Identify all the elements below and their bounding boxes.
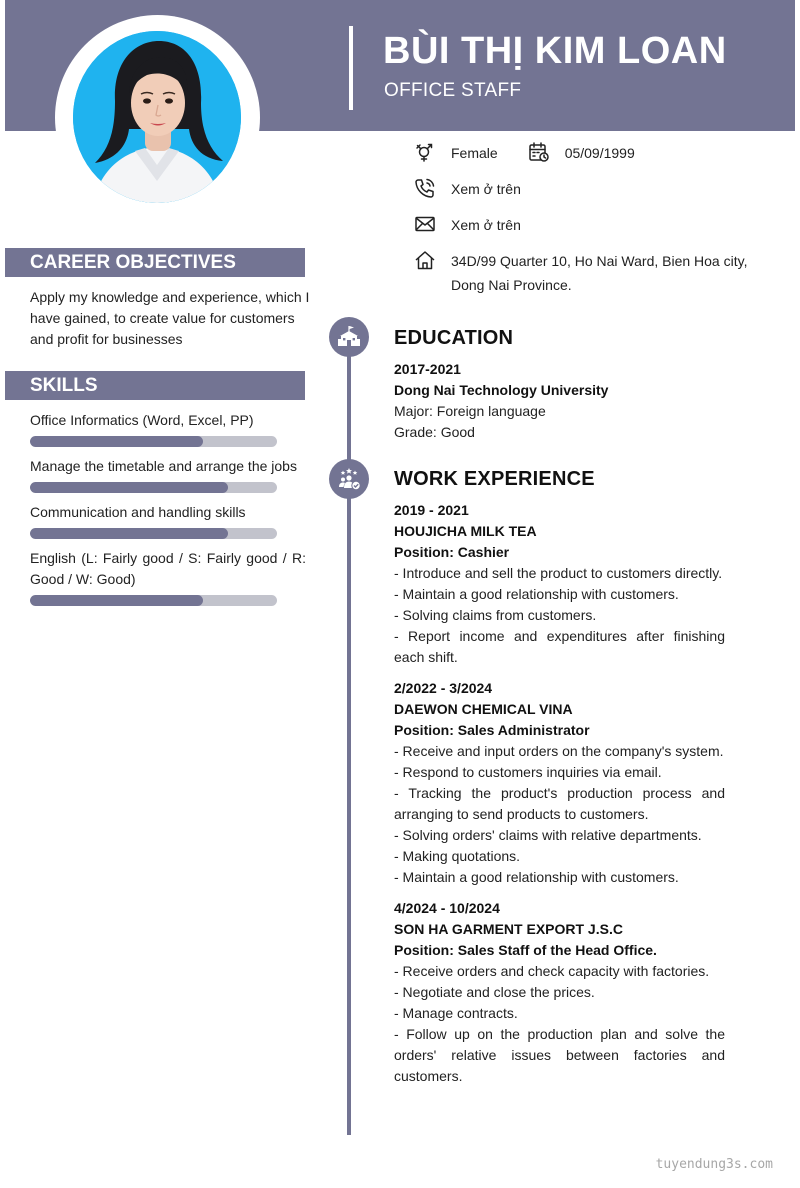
calendar-icon — [528, 141, 550, 163]
contact-row-phone — [414, 177, 521, 201]
contact-row-address — [414, 249, 751, 297]
contact-row-email — [414, 213, 521, 237]
skill-label: Office Informatics (Word, Excel, PP) — [30, 412, 254, 428]
job-duty: - Follow up on the production plan and solve the orders' relative issues between factories and customers. — [394, 1026, 725, 1084]
job-duty: - Respond to customers inquiries via email. — [394, 764, 662, 780]
skill-bar-fill — [30, 595, 203, 606]
gender-value: Female — [451, 145, 498, 161]
education-grade: Grade: Good — [394, 424, 475, 440]
job-duty: - Manage contracts. — [394, 1005, 518, 1021]
job-duty: - Receive orders and check capacity with factories. — [394, 963, 710, 979]
job-position: Position: Sales Administrator — [394, 722, 590, 738]
skill-bar-fill — [30, 528, 228, 539]
job-period: 4/2024 - 10/2024 — [394, 900, 500, 916]
phone-icon — [414, 177, 436, 199]
team-rating-icon — [329, 459, 369, 499]
skill-bar-track — [30, 482, 277, 493]
job-duty: - Solving orders' claims with relative departments. — [394, 827, 702, 843]
education-block — [394, 359, 725, 443]
school-icon — [329, 317, 369, 357]
dob-value: 05/09/1999 — [564, 145, 635, 161]
email-value: Xem ở trên — [451, 217, 521, 233]
education-heading: EDUCATION — [394, 327, 514, 349]
job-duty: - Introduce and sell the product to customers directly. — [394, 565, 723, 581]
candidate-name: BÙI THỊ KIM LOAN — [383, 30, 727, 72]
job-company: SON HA GARMENT EXPORT J.S.C — [394, 921, 623, 937]
job-duty: - Maintain a good relationship with customers. — [394, 869, 679, 885]
job-title: OFFICE STAFF — [384, 80, 522, 101]
job-duty: - Maintain a good relationship with customers. — [394, 586, 679, 602]
job-duty: - Receive and input orders on the company's system. — [394, 743, 724, 759]
skill-item — [30, 502, 306, 539]
job-entry — [394, 678, 725, 888]
name-divider — [349, 26, 353, 110]
skill-label: Communication and handling skills — [30, 504, 246, 520]
skill-bar-fill — [30, 436, 203, 447]
education-period: 2017-2021 — [394, 361, 461, 377]
skill-label: Manage the timetable and arrange the jobs — [30, 458, 297, 474]
skill-item — [30, 410, 306, 447]
home-icon — [414, 249, 436, 271]
skill-bar-track — [30, 528, 277, 539]
address-value: 34D/99 Quarter 10, Ho Nai Ward, Bien Hoa city, Dong Nai Province. — [451, 253, 748, 293]
job-entry — [394, 898, 725, 1087]
career-objectives-heading: CAREER OBJECTIVES — [5, 248, 305, 277]
mail-icon — [414, 213, 436, 235]
contact-row-gender-dob — [414, 141, 635, 165]
work-experience-list — [394, 500, 725, 1087]
gender-icon — [414, 141, 436, 163]
job-duty: - Tracking the product's production process and arranging to send products to customers. — [394, 785, 725, 822]
education-school: Dong Nai Technology University — [394, 382, 609, 398]
skill-bar-track — [30, 436, 277, 447]
work-experience-heading: WORK EXPERIENCE — [394, 468, 595, 490]
career-objectives-text: Apply my knowledge and experience, which I have gained, to create value for customers and profit for businesses — [30, 289, 310, 347]
education-major: Major: Foreign language — [394, 403, 546, 419]
skill-item — [30, 456, 306, 493]
job-entry — [394, 500, 725, 668]
skill-label: English (L: Fairly good / S: Fairly good / R: Good / W: Good) — [30, 550, 306, 587]
job-duty: - Report income and expenditures after finishing each shift. — [394, 628, 725, 665]
timeline-line — [347, 320, 351, 1135]
job-duty: - Making quotations. — [394, 848, 521, 864]
skill-bar-fill — [30, 482, 228, 493]
skill-item — [30, 548, 306, 606]
job-position: Position: Cashier — [394, 544, 510, 560]
skill-bar-track — [30, 595, 277, 606]
phone-value: Xem ở trên — [451, 181, 521, 197]
profile-photo — [73, 31, 241, 203]
job-company: HOUJICHA MILK TEA — [394, 523, 537, 539]
job-duty: - Solving claims from customers. — [394, 607, 597, 623]
job-position: Position: Sales Staff of the Head Office. — [394, 942, 657, 958]
job-company: DAEWON CHEMICAL VINA — [394, 701, 573, 717]
watermark: tuyendung3s.com — [655, 1157, 773, 1172]
skills-heading: SKILLS — [5, 371, 305, 400]
job-period: 2019 - 2021 — [394, 502, 469, 518]
job-period: 2/2022 - 3/2024 — [394, 680, 493, 696]
job-duty: - Negotiate and close the prices. — [394, 984, 595, 1000]
